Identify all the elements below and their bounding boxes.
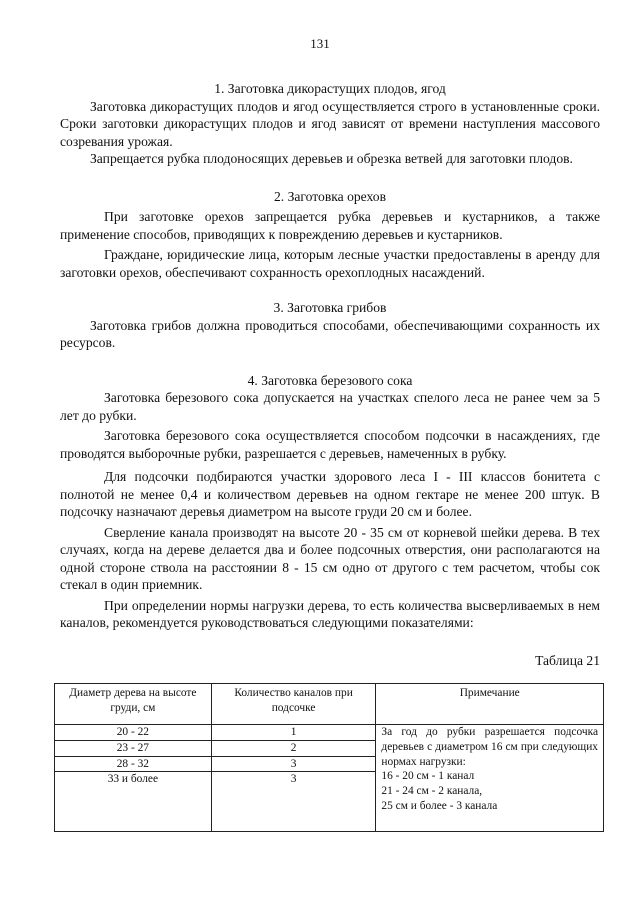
cell-diameter: 28 - 32 — [55, 756, 212, 772]
note-line: 16 - 20 см - 1 канал — [381, 770, 475, 783]
paragraph: Заготовка дикорастущих плодов и ягод осуществляется строго в установленные сроки. Сроки заготовки дикорастущих плодов и ягод зависят от времени наступления массового созревания урожая. — [60, 98, 600, 149]
cell-diameter: 33 и более — [55, 772, 212, 832]
paragraph: Заготовка грибов должна проводиться способами, обеспечивающими сохранность их ресурсов. — [60, 317, 600, 350]
note-line: 21 - 24 см - 2 канала, — [381, 785, 483, 798]
cell-channels: 1 — [211, 725, 376, 741]
paragraph: При определении нормы нагрузки дерева, то есть количества высверливаемых в нем каналов, рекомендуется руководствоваться следующими показателями: — [60, 597, 600, 630]
document-body — [60, 80, 600, 832]
paragraph: Заготовка березового сока допускается на участках спелого леса не ранее чем за 5 лет до рубки. — [60, 390, 600, 423]
table-caption: Таблица 21 — [535, 652, 600, 668]
section-heading: 4. Заготовка березового сока — [247, 372, 413, 388]
cell-channels: 3 — [211, 772, 376, 832]
paragraph: Заготовка березового сока осуществляется способом подсочки в насаждениях, где проводятся выборочные рубки, разрешается с деревьев, намеченных в рубку. — [60, 428, 600, 461]
table-row — [55, 725, 604, 741]
note-line: 25 см и более - 3 канала — [381, 799, 498, 812]
section-heading: 1. Заготовка дикорастущих плодов, ягод — [214, 81, 446, 96]
paragraph: Граждане, юридические лица, которым лесные участки предоставлены в аренду для заготовки орехов, обеспечивают сохранность орехоплодных насаждений. — [60, 247, 600, 280]
table-header-row — [55, 684, 604, 725]
header-note: Примечание — [376, 684, 604, 725]
note-intro: За год до рубки разрешается подсочка деревьев с диаметром 16 см при следующих нормах нагрузки: — [381, 726, 598, 768]
cell-note — [376, 725, 604, 832]
paragraph: При заготовке орехов запрещается рубка деревьев и кустарников, а также применение способов, приводящих к повреждению деревьев и кустарников. — [60, 209, 600, 242]
cell-diameter: 20 - 22 — [55, 725, 212, 741]
header-diameter: Диаметр дерева на высоте груди, см — [55, 684, 212, 725]
header-channels: Количество каналов при подсочке — [211, 684, 376, 725]
paragraph: Для подсочки подбираются участки здорового леса I - III классов бонитета с полнотой не менее 0,4 и количеством деревьев на одном гектаре не менее 200 штук. В подсочку назначают деревья диаметром на высоте груди 20 см и более. — [60, 469, 600, 519]
paragraph: Сверление канала производят на высоте 20 - 35 см от корневой шейки дерева. В тех случаях, когда на дереве делается два и более подсочных отверстия, они располагаются на одной стороне ствола на расстоянии 8 - 15 см одно от другого с тем расчетом, чтобы сок стекал в один приемник. — [60, 524, 600, 592]
section-heading: 2. Заготовка орехов — [273, 188, 387, 204]
cell-channels: 3 — [211, 756, 376, 772]
tapping-norms-table — [54, 683, 604, 832]
page-number: 131 — [310, 36, 330, 51]
cell-diameter: 23 - 27 — [55, 740, 212, 756]
paragraph: Запрещается рубка плодоносящих деревьев и обрезка ветвей для заготовки плодов. — [90, 151, 573, 166]
section-heading: 3. Заготовка грибов — [273, 300, 387, 315]
cell-channels: 2 — [211, 740, 376, 756]
